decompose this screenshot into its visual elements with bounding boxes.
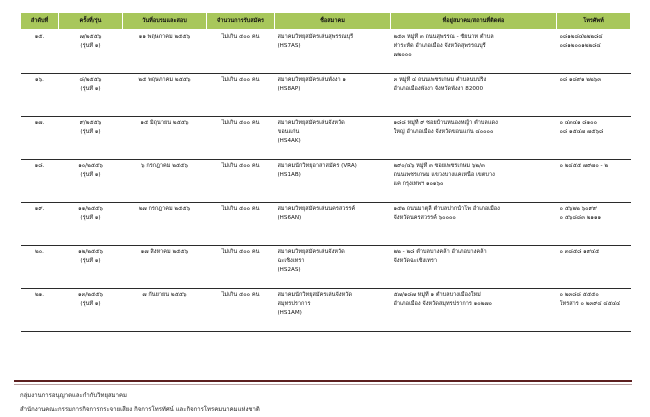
row-date: ๖ กรกฎาคม ๒๕๕๖: [123, 160, 207, 203]
row-round-line: (รุ่นที่ ๑): [80, 172, 101, 178]
row-number: ๒๐.: [21, 246, 59, 289]
row-number: ๑๖.: [21, 74, 59, 117]
row-round-line: ๙/๒๕๕๖: [79, 120, 102, 126]
row-round-line: (รุ่นที่ ๑): [80, 258, 101, 264]
row-round-line: ๘/๒๕๕๖: [79, 77, 102, 83]
row-association: [275, 117, 391, 160]
header-phone: โทรศัพท์: [557, 13, 631, 30]
row-round-line: (รุ่นที่ ๑): [80, 129, 101, 135]
row-round-line: ๗/๒๕๕๖: [79, 34, 102, 40]
header-round: ครั้งที่/รุ่น: [59, 13, 123, 30]
row-association: [275, 289, 391, 332]
row-address-line: จังหวัดนครสวรรค์ ๖๐๐๐๐: [393, 215, 456, 221]
row-association-line: (HS1AB): [277, 172, 301, 178]
row-phone-line: ๐๘๑๒๘๔๒๒๒๘๔: [559, 34, 603, 40]
footer-department: กลุ่มงานการอนุญาตและกำกับวิทยุสมาคม: [20, 392, 127, 399]
row-capacity: ไม่เกิน ๕๐๐ คน: [207, 117, 275, 160]
row-address: [391, 289, 557, 332]
row-association: [275, 74, 391, 117]
row-phone-line: ๐ ๕๖๘๘๓ ๒๑๑๑: [559, 215, 602, 221]
row-association: [275, 203, 391, 246]
row-round-line: ๑๒/๒๕๕๖: [78, 249, 103, 255]
row-round-line: ๑๓/๒๕๕๖: [78, 292, 103, 298]
row-address-line: แค กรุงเทพฯ ๑๐๑๖๐: [393, 181, 444, 187]
row-round: [59, 30, 123, 74]
row-round: [59, 74, 123, 117]
row-phone: [557, 246, 631, 289]
row-phone-line: ๐ ๔๓๔๑ ๘๑๐๐: [559, 120, 598, 126]
row-phone: [557, 203, 631, 246]
row-round-line: (รุ่นที่ ๑): [80, 215, 101, 221]
row-address: [391, 203, 557, 246]
row-round-line: ๑๐/๒๕๕๖: [78, 163, 103, 169]
row-date: ๒๕ พฤษภาคม ๒๕๕๖: [123, 74, 207, 117]
row-round: [59, 289, 123, 332]
table-body: [21, 30, 631, 332]
row-capacity: ไม่เกิน ๕๐๐ คน: [207, 160, 275, 203]
row-phone-line: ๐๘๑๒๐๐๑๒๒๘๔: [559, 43, 601, 49]
row-round-line: (รุ่นที่ ๑): [80, 301, 101, 307]
row-round-line: (รุ่นที่ ๑): [80, 86, 101, 92]
row-address: [391, 30, 557, 74]
row-capacity: ไม่เกิน ๕๐๐ คน: [207, 246, 275, 289]
header-address: ที่อยู่สมาคม/สถานที่ติดต่อ: [391, 13, 557, 30]
row-association-line: สมุทรปราการ: [277, 301, 311, 307]
row-association: [275, 246, 391, 289]
row-phone-line: ๐ ๕๖๒๒ ๖๐๙๙: [559, 206, 597, 212]
row-phone-line: ๐ ๒๔๕๕ ๗๙๗๐ - ๒: [559, 163, 609, 169]
row-address-line: อำเภอเมืองพังงา จังหวัดพังงา 82000: [393, 86, 484, 92]
row-phone: [557, 160, 631, 203]
row-capacity: ไม่เกิน ๕๐๐ คน: [207, 30, 275, 74]
row-date: ๑๕ มิถุนายน ๒๕๕๖: [123, 117, 207, 160]
row-phone-line: ๐๘ ๑๕๔๗ ๗๕๖๘: [559, 129, 604, 135]
table-row: [21, 289, 631, 332]
row-address-line: ๑๕๒ ถนนมาตุลี ตำบลปากน้ำโพ อำเภอเมือง: [393, 206, 500, 212]
row-association-line: สมาคมนักวิทยุสมัครเล่นจังหวัด: [277, 292, 352, 298]
row-phone-line: ๐ ๓๘๕๘ ๑๙๔๕: [559, 249, 600, 255]
header-no: ลำดับที่: [21, 13, 59, 30]
row-phone-line: โทรสาร ๐ ๒๓๙๔ ๔๕๔๔: [559, 301, 621, 307]
row-association-line: (HS8AP): [277, 86, 301, 92]
footer-divider-thick: [14, 380, 632, 382]
row-address: [391, 160, 557, 203]
row-address: [391, 246, 557, 289]
row-round-line: (รุ่นที่ ๑): [80, 43, 101, 49]
row-date: ๑๑ พฤษภาคม ๒๕๕๖: [123, 30, 207, 74]
table-row: [21, 74, 631, 117]
row-address-line: ๒๒ - ๒๘ ตำบลบางคล้า อำเภอบางคล้า: [393, 249, 487, 255]
header-association: ชื่อสมาคม: [275, 13, 391, 30]
footer-office: สำนักงานคณะกรรมการกิจการกระจายเสียง กิจการโทรทัศน์ และกิจการโทรคมนาคมแห่งชาติ: [20, 406, 260, 413]
row-phone: [557, 74, 631, 117]
row-capacity: ไม่เกิน ๕๐๐ คน: [207, 203, 275, 246]
row-capacity: ไม่เกิน ๕๐๐ คน: [207, 74, 275, 117]
row-number: ๒๑.: [21, 289, 59, 332]
row-address-line: ๗๒๐๐๐: [393, 52, 412, 58]
row-phone-line: ๐ ๒๓๘๘ ๕๕๕๐: [559, 292, 599, 298]
row-association-line: สมาคมวิทยุสมัครเล่นนครสวรรค์: [277, 206, 356, 212]
row-association-line: สมาคมนักวิทยุอาสาสมัคร (VRA): [277, 163, 357, 169]
row-address-line: ๕๗/๑๘๗ หมู่ที่ ๑ ตำบลบางเมืองใหม่: [393, 292, 481, 298]
header-date: วันที่อบรมและสอบ: [123, 13, 207, 30]
row-round-line: ๑๑/๒๕๕๖: [78, 206, 103, 212]
row-association-line: (HS6AN): [277, 215, 302, 221]
row-round: [59, 246, 123, 289]
row-address-line: ใหญ่ อำเภอเมือง จังหวัดขอนแก่น ๔๐๐๐๐: [393, 129, 494, 135]
row-phone-line: ๐๘ ๑๘๙๑ ๒๒๖๓: [559, 77, 602, 83]
row-address-line: อำเภอเมือง จังหวัดสมุทรปราการ ๑๐๒๗๐: [393, 301, 492, 307]
table-row: [21, 203, 631, 246]
row-address-line: ๒๕๓ หมู่ที่ ๓ ถนนสุพรรณ - ชัยนาท ตำบล: [393, 34, 494, 40]
row-address-line: ๓ หมู่ที่ ๔ ถนนเพชรเกษม ตำบลนบปริง: [393, 77, 487, 83]
row-number: ๑๗.: [21, 117, 59, 160]
row-phone: [557, 289, 631, 332]
row-association-line: (HS1AM): [277, 310, 302, 316]
header-capacity: จำนวนการรับสมัคร: [207, 13, 275, 30]
row-capacity: ไม่เกิน ๕๐๐ คน: [207, 289, 275, 332]
row-association-line: (HS7AS): [277, 43, 301, 49]
row-association-line: สมาคมวิทยุสมัครเล่นจังหวัด: [277, 249, 345, 255]
row-number: ๑๘.: [21, 160, 59, 203]
footer-divider-thin: [14, 384, 632, 385]
row-address-line: ถนนเพชรเกษม แขวงบางแคเหนือ เขตบาง: [393, 172, 495, 178]
row-phone: [557, 30, 631, 74]
row-association-line: ฉะเชิงเทรา: [277, 258, 305, 264]
row-address-line: ๒๙๐/๔๖ หมู่ที่ ๓ ซอยเพชรเกษม ๖๒/๓: [393, 163, 485, 169]
row-number: ๑๙.: [21, 203, 59, 246]
table-row: [21, 160, 631, 203]
row-phone: [557, 117, 631, 160]
row-number: ๑๕.: [21, 30, 59, 74]
association-schedule-table: [20, 12, 631, 332]
row-association-line: ขอนแก่น: [277, 129, 300, 135]
row-association-line: สมาคมวิทยุสมัครเล่นจังหวัด: [277, 120, 345, 126]
table-row: [21, 117, 631, 160]
row-association: [275, 30, 391, 74]
row-association-line: (HS4AK): [277, 138, 301, 144]
row-address-line: ๑๘๘ หมู่ที่ ๙ ซอยบ้านหนองหญ้า ตำบลแดง: [393, 120, 498, 126]
row-round: [59, 117, 123, 160]
row-round: [59, 160, 123, 203]
row-date: ๗ กันยายน ๒๕๕๖: [123, 289, 207, 332]
row-association-line: สมาคมวิทยุสมัครเล่นสุพรรณบุรี: [277, 34, 354, 40]
row-association: [275, 160, 391, 203]
row-address: [391, 117, 557, 160]
row-address-line: จังหวัดฉะเชิงเทรา: [393, 258, 437, 264]
table-row: [21, 246, 631, 289]
row-round: [59, 203, 123, 246]
table-row: [21, 30, 631, 74]
row-address-line: ท่าระหัด อำเภอเมือง จังหวัดสุพรรณบุรี: [393, 43, 486, 49]
table-header-row: [21, 13, 631, 30]
row-address: [391, 74, 557, 117]
row-date: ๑๗ สิงหาคม ๒๕๕๖: [123, 246, 207, 289]
row-association-line: สมาคมวิทยุสมัครเล่นพังงา ๑: [277, 77, 346, 83]
row-association-line: (HS2AS): [277, 267, 301, 273]
row-date: ๒๗ กรกฎาคม ๒๕๕๖: [123, 203, 207, 246]
